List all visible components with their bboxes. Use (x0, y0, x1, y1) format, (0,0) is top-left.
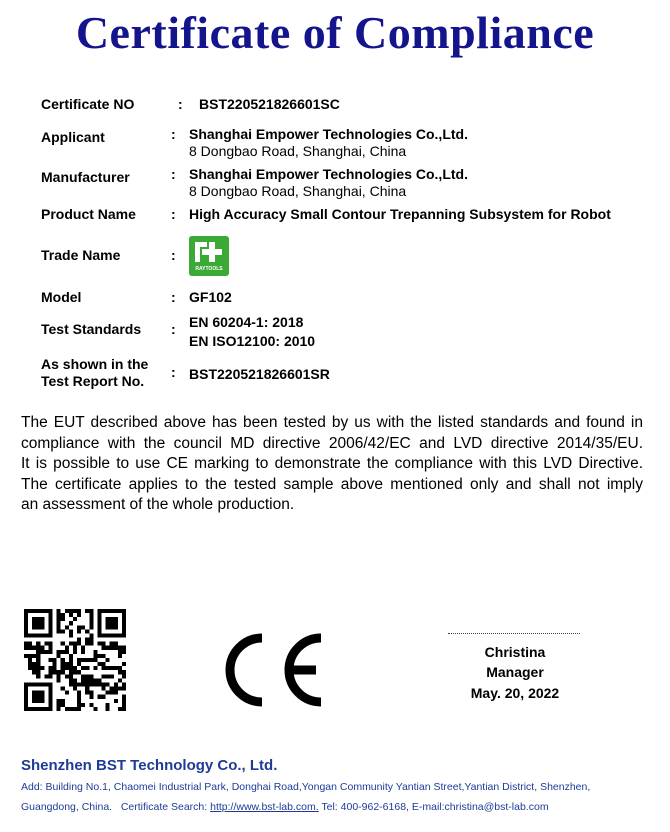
colon: : (171, 364, 176, 380)
colon: : (171, 247, 176, 263)
manufacturer-value (189, 166, 468, 200)
signatory-title: Manager (486, 664, 544, 680)
statement-line: an assessment of the whole production. (21, 496, 295, 513)
ce-mark (218, 630, 326, 710)
standard-1: EN 60204-1: 2018 (189, 314, 304, 330)
compliance-statement (21, 413, 643, 516)
report-no-label (41, 356, 166, 390)
report-no-label-line1: As shown in the (41, 356, 149, 372)
footer-address-line1: Add: Building No.1, Chaomei Industrial Park, Donghai Road,Yongan Community Yantian Street,Yantian District, Shenzhen, (21, 781, 591, 793)
product-name-value: High Accuracy Small Contour Trepanning Subsystem for Robot (189, 206, 611, 222)
footer-contact: Tel: 400-962-6168, E-mail:christina@bst-lab.com (318, 801, 549, 813)
statement-line: It is possible to use CE marking to demonstrate the compliance with this LVD Directive. (21, 455, 643, 472)
statement-line: The certificate applies to the tested sample above mentioned only and shall not imply (21, 475, 643, 493)
applicant-name: Shanghai Empower Technologies Co.,Ltd. (189, 126, 468, 142)
colon: : (178, 96, 183, 112)
model-value: GF102 (189, 289, 232, 305)
colon: : (171, 206, 176, 222)
model-label: Model (41, 289, 82, 305)
footer-address-prefix: Guangdong, China. Certificate Search: (21, 801, 211, 813)
manufacturer-address: 8 Dongbao Road, Shanghai, China (189, 183, 407, 199)
applicant-address: 8 Dongbao Road, Shanghai, China (189, 143, 407, 159)
colon: : (171, 126, 176, 142)
statement-line: The EUT described above has been tested by us with the listed standards and found in (21, 414, 643, 431)
applicant-value (189, 126, 468, 160)
test-standards-value (189, 314, 315, 350)
manufacturer-label: Manufacturer (41, 169, 130, 185)
raytools-logo (189, 236, 229, 276)
footer-company: Shenzhen BST Technology Co., Ltd. (21, 757, 278, 774)
signature-line (448, 633, 580, 634)
signatory-date: May. 20, 2022 (470, 685, 560, 701)
statement-line: compliance with the council MD directive 2006/42/EC and LVD directive 2014/35/EU. (21, 434, 643, 452)
colon: : (171, 321, 176, 337)
qr-code[interactable] (24, 609, 126, 711)
certificate-title: Certificate of Compliance (75, 7, 595, 58)
certificate-no-label: Certificate NO (41, 96, 135, 112)
manufacturer-name: Shanghai Empower Technologies Co.,Ltd. (189, 166, 468, 182)
standard-2: EN ISO12100: 2010 (189, 333, 316, 349)
product-name-label: Product Name (41, 206, 136, 222)
footer-address-line2 (21, 800, 651, 814)
report-no-label-line2: Test Report No. (41, 373, 145, 389)
logo-text: RAYTOOLS (195, 266, 223, 272)
trade-name-label: Trade Name (41, 247, 121, 263)
test-standards-label: Test Standards (41, 321, 142, 337)
colon: : (171, 289, 176, 305)
colon: : (171, 166, 176, 182)
signatory-name: Christina (484, 644, 546, 660)
applicant-label: Applicant (41, 129, 105, 145)
certificate-no-value: BST220521826601SC (199, 96, 340, 112)
certificate-search-link[interactable]: http://www.bst-lab.com. (210, 801, 319, 813)
report-no-value: BST220521826601SR (189, 366, 330, 382)
